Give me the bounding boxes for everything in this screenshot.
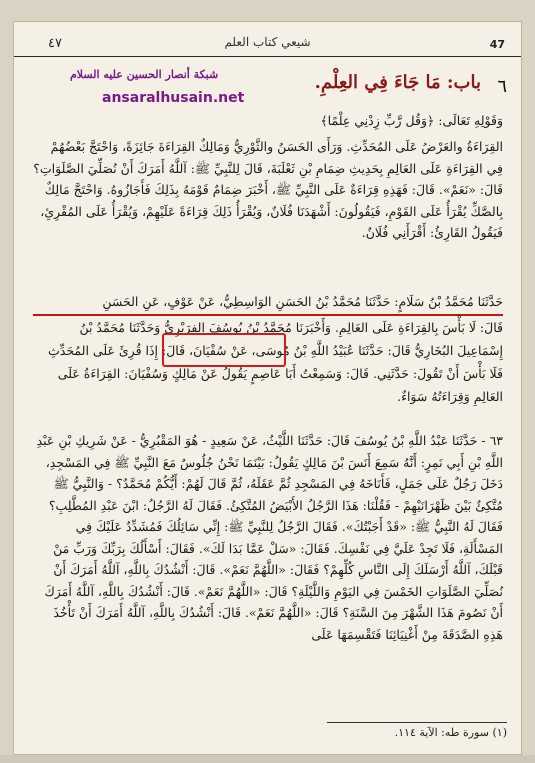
watermark-url: ansaralhusain.net [102, 90, 245, 106]
book-page [14, 22, 521, 754]
footnote-rule [327, 722, 507, 723]
highlight-box [162, 333, 286, 367]
chapter-number: ٦ [497, 76, 507, 97]
isnad-line-3: إِسْمَاعِيلَ البُخَارِيُّ قَالَ: حَدَّثَنَا عُبَيْدُ اللَّهِ بْنُ مُوسَى، عَنْ سُفْيَانَ، قَالَ: إِذَا قُرِئَ عَلَى المُحَدِّثِ فَلَا بَأْسَ أَنْ تَقُولَ: حَدَّثَنِي. قَالَ: وَسَمِعْتُ أَبَا عَاصِمٍ يَقُولُ عَنْ مَالِكٍ وَسُفْيَانَ: القِرَاءَةُ عَلَى العَالِمِ وَقِرَاءَتُهُ سَوَاءٌ. [48, 343, 503, 404]
isnad-line-2: قَالَ: لَا بَأْسَ بِالقِرَاءَةِ عَلَى العَالِمِ. وَأَخْبَرَنَا مُحَمَّدُ بْنُ يُوسُفَ الفِرَبْرِيُّ وَحَدَّثَنَا مُحَمَّدُ بْنُ [79, 320, 503, 335]
quran-verse: وَقَوْلِهِ تَعَالَى: ﴿وَقُل رَّبِّ زِدْنِي عِلْمًا﴾ [320, 113, 503, 128]
watermark-arabic: شبكة أنصار الحسين عليه السلام [70, 68, 219, 81]
footnote: (١) سورة طه: الآية ١١٤. [394, 726, 507, 739]
chapter-title: باب: مَا جَاءَ فِي العِلْمِ. [314, 72, 481, 93]
hadith-63: ٦٣ - حَدَّثَنَا عَبْدُ اللَّهِ بْنُ يُوسُفَ قَالَ: حَدَّثَنَا اللَّيْثُ، عَنْ سَعِيدٍ - هُوَ المَقْبُرِيُّ - عَنْ شَرِيكِ بْنِ عَبْدِ اللَّهِ بْنِ أَبِي نَمِرٍ: أَنَّهُ سَمِعَ أَنَسَ بْنَ مَالِكٍ يَقُولُ: بَيْنَمَا نَحْنُ جُلُوسٌ مَعَ النَّبِيِّ ﷺ فِي المَسْجِدِ، دَخَلَ رَجُلٌ عَلَى جَمَلٍ، فَأَنَاخَهُ فِي المَسْجِدِ ثُمَّ عَقَلَهُ، ثُمَّ قَالَ لَهُمْ: أَيُّكُمْ مُحَمَّدٌ؟ - وَالنَّبِيُّ ﷺ مُتَّكِئٌ بَيْنَ ظَهْرَانَيْهِمْ - فَقُلْنَا: هَذَا الرَّجُلُ الأَبْيَضُ المُتَّكِئُ. فَقَالَ لَهُ الرَّجُلُ: ابْنَ عَبْدِ المُطَّلِبِ؟ فَقَالَ لَهُ النَّبِيُّ ﷺ: «قَدْ أَجَبْتُكَ». فَقَالَ الرَّجُلُ لِلنَّبِيِّ ﷺ: إِنِّي سَائِلُكَ فَمُشَدِّدٌ عَلَيْكَ فِي المَسْأَلَةِ، فَلَا تَجِدْ عَلَيَّ فِي نَفْسِكَ. فَقَالَ: «سَلْ عَمَّا بَدَا لَكَ». فَقَالَ: أَسْأَلُكَ بِرَبِّكَ وَرَبِّ مَنْ قَبْلَكَ، آللَّهُ أَرْسَلَكَ إِلَى النَّاسِ كُلِّهِمْ؟ فَقَالَ: «اللَّهُمَّ نَعَمْ». قَالَ: أَنْشُدُكَ بِاللَّهِ، آللَّهُ أَمَرَكَ أَنْ نُصَلِّيَ الصَّلَوَاتِ الخَمْسَ فِي اليَوْمِ وَاللَّيْلَةِ؟ قَالَ: «اللَّهُمَّ نَعَمْ». قَالَ: أَنْشُدُكَ بِاللَّهِ، آللَّهُ أَمَرَكَ أَنْ نَصُومَ هَذَا الشَّهْرَ مِنَ السَّنَةِ؟ قَالَ: «اللَّهُمَّ نَعَمْ». قَالَ: أَنْشُدُكَ بِاللَّهِ، آللَّهُ أَمَرَكَ أَنْ تَأْخُذَ هَذِهِ الصَّدَقَةَ مِنْ أَغْنِيَائِنَا فَتَقْسِمَهَا عَلَى [36, 433, 503, 642]
running-head: شيعي كتاب العلم [224, 35, 311, 49]
page-header [14, 34, 521, 57]
page-number-latin: 47 [489, 38, 505, 51]
scan-edge [0, 755, 535, 763]
isnad-line-1: حَدَّثَنَا مُحَمَّدُ بْنُ سَلَامٍ: حَدَّثَنَا مُحَمَّدُ بْنُ الحَسَنِ الوَاسِطِيُّ، عَنْ عَوْفٍ، عَنِ الحَسَنِ [33, 290, 503, 316]
page-number-arabic: ٤٧ [48, 36, 62, 51]
paragraph-1: القِرَاءَةُ والعَرْضُ عَلَى المُحَدِّثِ. وَرَأَى الحَسَنُ والثَّوْرِيُّ وَمَالِكٌ القِرَاءَةَ جَائِزَةً، وَاحْتَجَّ بَعْضُهُمْ فِي القِرَاءَةِ عَلَى العَالِمِ بِحَدِيثِ ضِمَامِ بْنِ ثَعْلَبَةَ، قَالَ لِلنَّبِيِّ ﷺ: آللَّهُ أَمَرَكَ أَنْ نُصَلِّيَ الصَّلَوَاتِ؟ قَالَ: «نَعَمْ». قَالَ: فَهَذِهِ قِرَاءَةٌ عَلَى النَّبِيِّ ﷺ، أَخْبَرَ ضِمَامٌ قَوْمَهُ بِذَلِكَ فَأَجَازُوهُ. وَاحْتَجَّ مَالِكٌ بِالصَّكِّ يُقْرَأُ عَلَى القَوْمِ، فَيَقُولُونَ: أَشْهَدَنَا فُلَانٌ، وَيُقْرَأُ ذَلِكَ قِرَاءَةً عَلَيْهِمْ، وَيُقْرَأُ عَلَى المُقْرِئِ، فَيَقُولُ القَارِئُ: أَقْرَأَنِي فُلَانٌ. [33, 139, 503, 240]
